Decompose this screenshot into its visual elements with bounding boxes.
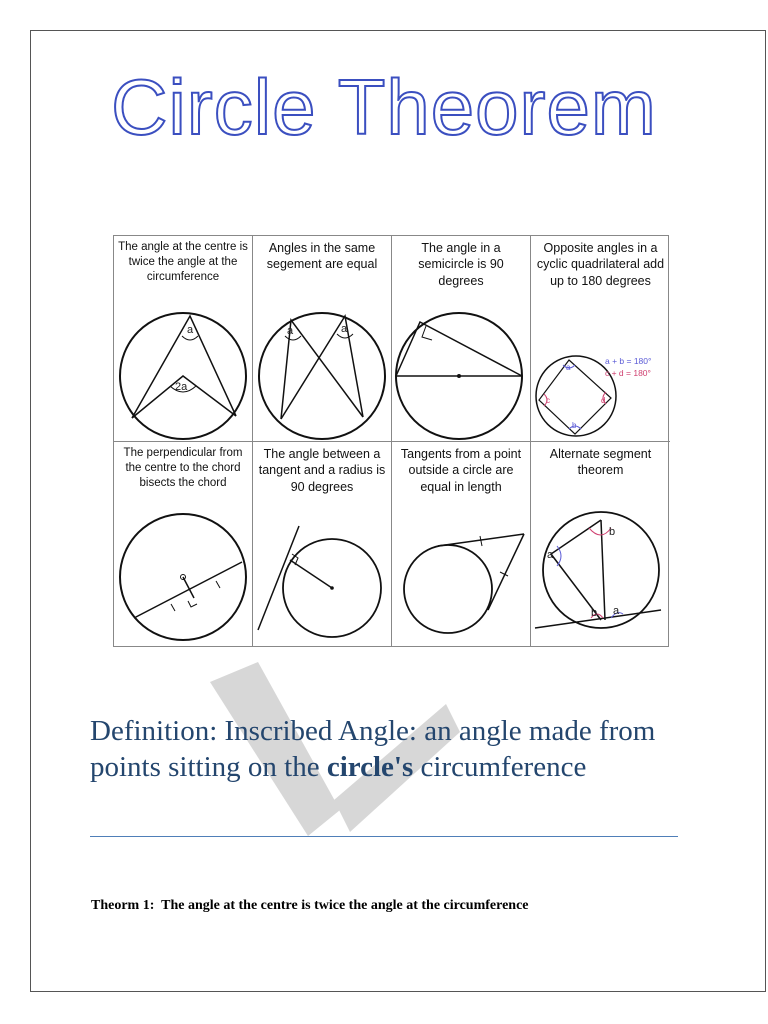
theorem-caption: Tangents from a point outside a circle are equal in length <box>400 447 522 494</box>
angle-label: b <box>609 526 616 538</box>
angle-label: a <box>613 605 620 617</box>
angle-label: a <box>287 325 294 337</box>
theorem-grid <box>113 235 669 647</box>
theorem-caption: The perpendicular from the centre to the chord bisects the chord <box>123 447 243 489</box>
angle-label: b <box>572 421 577 430</box>
theorem-caption: The angle in a semicircle is 90 degrees <box>418 241 504 288</box>
angle-label: d <box>601 396 606 405</box>
tangent-radius-diagram <box>253 442 392 646</box>
centre-angle-diagram <box>114 236 253 442</box>
theorem-caption: The angle between a tangent and a radius is 90 degrees <box>258 447 386 494</box>
theorem-cell-cyclic-quad <box>531 236 670 442</box>
theorem-cell-tangent-radius <box>253 442 392 646</box>
theorem-caption: Opposite angles in a cyclic quadrilateral add up to 180 degrees <box>536 241 665 288</box>
definition-divider <box>90 836 678 837</box>
definition-part1: Definition: Inscribed Angle: an angle made from points sitting on the <box>90 715 656 783</box>
definition-bold: circle's <box>326 750 414 783</box>
angle-label: a <box>566 363 571 372</box>
equation-c-d: c + d = 180° <box>605 368 651 378</box>
angle-label: 2a <box>175 381 188 393</box>
angle-label: a <box>547 549 554 561</box>
theorem-cell-perpendicular <box>114 442 253 646</box>
theorem-caption: The angle at the centre is twice the angle at the circumference <box>118 241 248 283</box>
alternate-segment-diagram <box>531 442 670 646</box>
page-title: Circle Theorem <box>111 63 657 151</box>
theorem-cell-alternate-segment <box>531 442 670 646</box>
theorem-1-heading: Theorm 1: The angle at the centre is twice the angle at the circumference <box>91 898 529 913</box>
theorem-caption: Alternate segment theorem <box>549 447 652 478</box>
definition-part2: circumference <box>413 750 587 783</box>
angle-label: a <box>341 323 348 335</box>
semicircle-diagram <box>392 236 531 442</box>
angle-label: b <box>591 607 598 619</box>
tangents-equal-diagram <box>392 442 531 646</box>
theorem-caption: Angles in the same segement are equal <box>266 241 378 272</box>
perpendicular-diagram <box>114 442 253 646</box>
definition-text <box>90 714 690 786</box>
theorem-cell-tangents-equal <box>392 442 531 646</box>
angle-label: a <box>187 324 194 336</box>
equation-a-b: a + b = 180° <box>605 356 652 366</box>
cyclic-quad-diagram <box>531 236 670 442</box>
theorem-cell-centre-angle <box>114 236 253 442</box>
theorem-cell-semicircle <box>392 236 531 442</box>
same-segment-diagram <box>253 236 392 442</box>
angle-label: c <box>546 396 550 405</box>
theorem-cell-same-segment <box>253 236 392 442</box>
